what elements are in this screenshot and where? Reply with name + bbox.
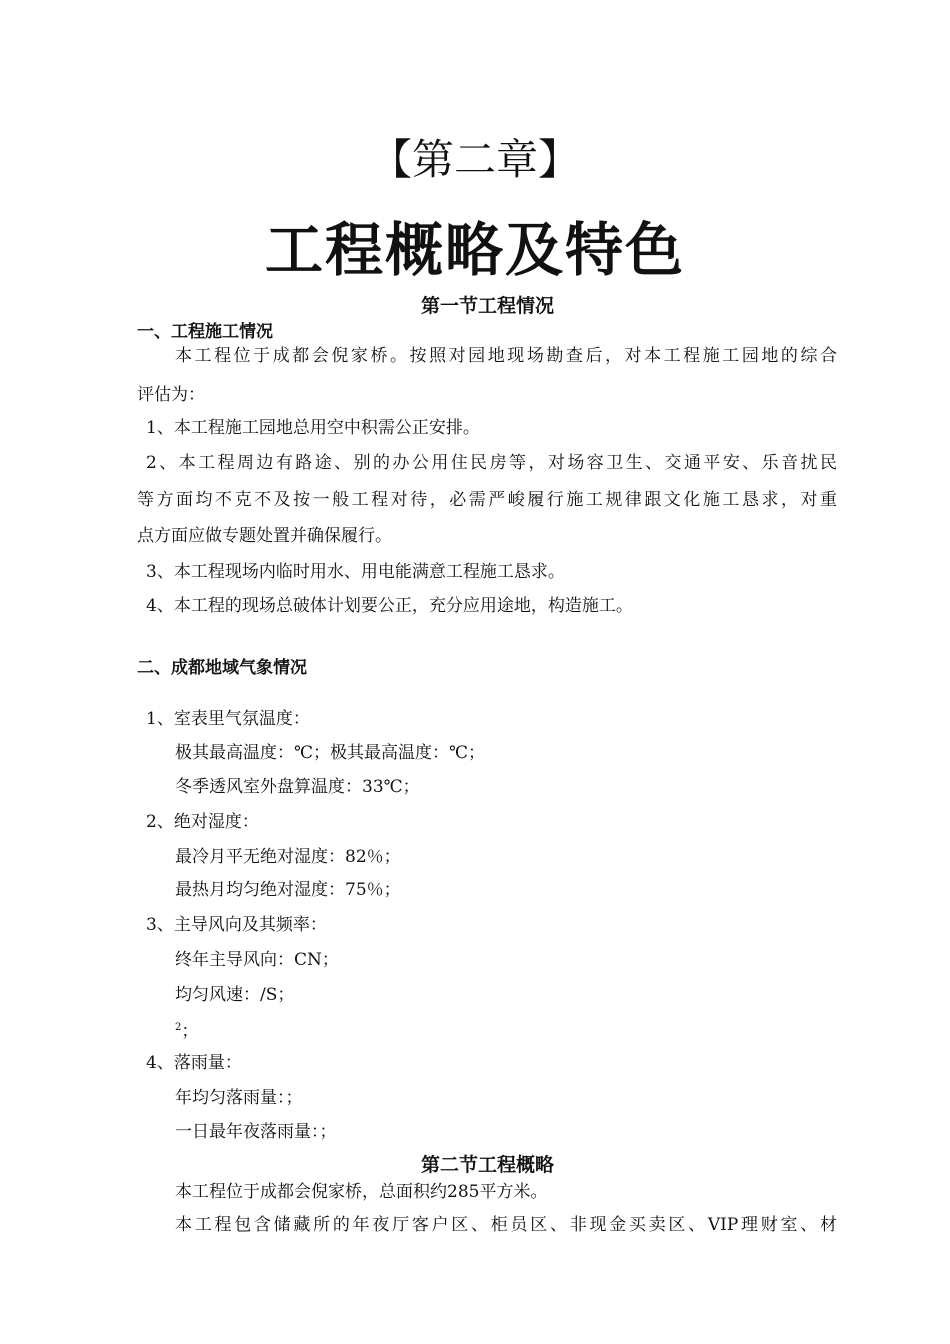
list-item: 3、主导风向及其频率：: [146, 915, 327, 935]
paragraph-line: 本工程位于成都会倪家桥。按照对园地现场勘查后，对本工程施工园地的综合: [175, 346, 837, 366]
section-2-title: 第二节工程概略: [420, 1154, 554, 1176]
list-item: 1、本工程施工园地总用空中积需公正安排。: [146, 418, 480, 438]
chapter-title: 工程概略及特色: [264, 216, 685, 284]
list-subitem: 最热月均匀绝对湿度：75％；: [175, 880, 401, 900]
list-item: 4、本工程的现场总破体计划要公正，充分应用途地，构造施工。: [146, 596, 633, 616]
section-1-title: 第一节工程情况: [420, 295, 554, 317]
list-subitem: [175, 1016, 198, 1044]
list-item: 3、本工程现场内临时用水、用电能满意工程施工恳求。: [146, 562, 565, 582]
paragraph-line: 本工程包含储藏所的年夜厅客户区、柜员区、非现金买卖区、VIP理财室、材: [175, 1215, 837, 1235]
part-2-heading: 二、成都地域气象情况: [137, 658, 307, 678]
list-subitem-text: ；: [181, 1021, 199, 1042]
superscript: 2: [175, 1022, 182, 1033]
paragraph-line: 点方面应做专题处置并确保履行。: [137, 526, 392, 546]
list-item: 4、落雨量：: [146, 1053, 242, 1073]
list-item: 2、本工程周边有路途、别的办公用住民房等，对场容卫生、交通平安、乐音扰民: [146, 453, 837, 473]
chapter-label: 【第二章】: [369, 135, 580, 184]
list-item: 2、绝对湿度：: [146, 812, 259, 832]
list-subitem: 年均匀落雨量：；: [175, 1088, 303, 1108]
list-subitem: 冬季透风室外盘算温度：33℃；: [175, 777, 420, 797]
list-item: 1、室表里气氛温度：: [146, 709, 310, 729]
list-subitem: 终年主导风向：CN；: [175, 950, 339, 970]
list-subitem: 一日最年夜落雨量：；: [175, 1122, 337, 1142]
list-subitem: 均匀风速：/S；: [175, 985, 295, 1005]
paragraph-line: 本工程位于成都会倪家桥，总面积约285平方米。: [175, 1182, 548, 1202]
part-1-heading: 一、工程施工情况: [137, 322, 273, 342]
paragraph-line: 评估为：: [137, 385, 205, 405]
paragraph-line: 等方面均不克不及按一般工程对待，必需严峻履行施工规律跟文化施工恳求，对重: [137, 490, 837, 510]
list-subitem: 最冷月平无绝对湿度：82％；: [175, 847, 401, 867]
list-subitem: 极其最高温度：℃；极其最高温度：℃；: [175, 743, 486, 763]
